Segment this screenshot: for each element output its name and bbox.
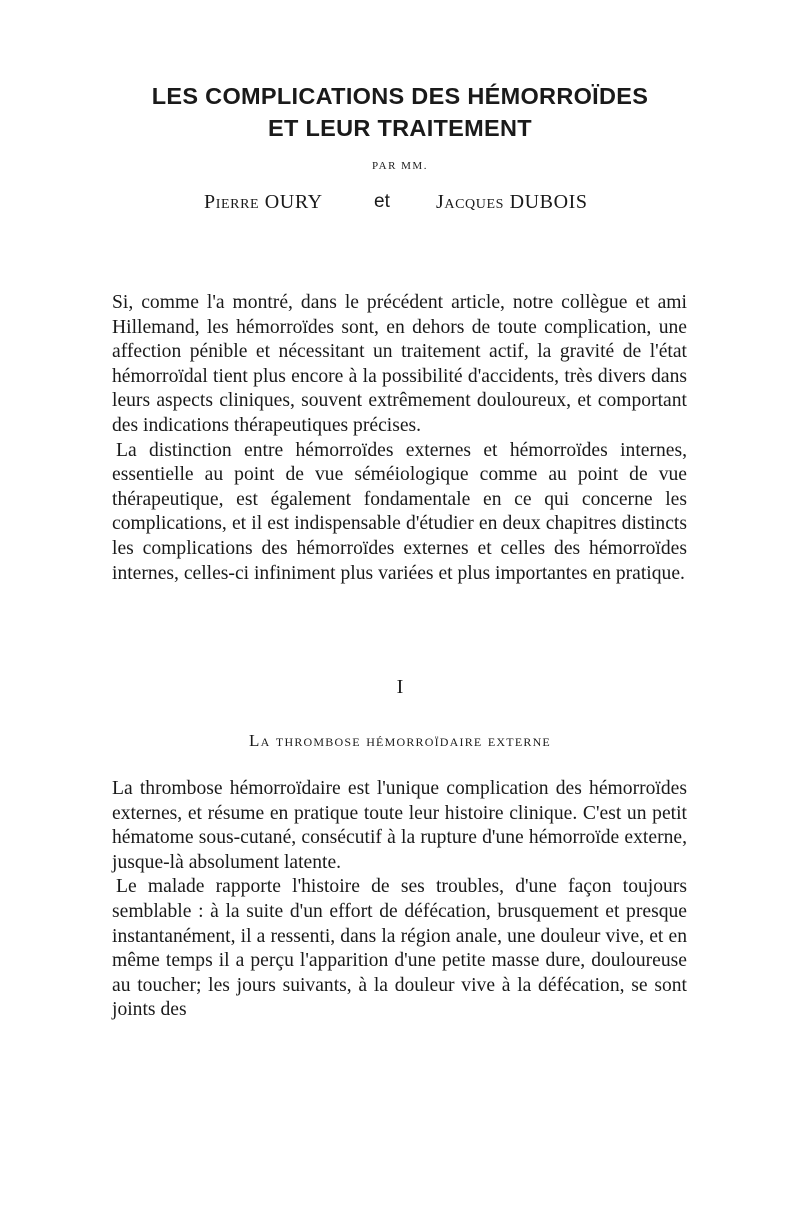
section-1-paragraph-1: La thrombose hémorroïdaire est l'unique complication des hémorroïdes externes, et résume en pratique toute leur histoire clinique. C'est un petit hématome sous-cutané, consécutif à la rupture d'une hémorroïde externe, jusque-là absolument latente.: [112, 778, 687, 873]
author-2-name: Jacques DUBOIS: [436, 191, 588, 213]
introduction-text: [112, 291, 687, 586]
section-number: I: [396, 676, 404, 698]
section-1-text: [112, 777, 687, 1023]
article-title-line-2: ET LEUR TRAITEMENT: [268, 115, 532, 141]
intro-paragraph-2: La distinction entre hémorroïdes externes et hémorroïdes internes, essentielle au point de vue séméiologique comme au point de vue thérapeutique, est également fondamentale en ce qui concerne les complications, et il est indispensable d'étudier en deux chapitres distincts les complications des hémorroïdes externes et celles des hémorroïdes internes, celles-ci infiniment plus variées et plus importantes en pratique.: [112, 439, 687, 584]
author-1: [204, 190, 323, 214]
author-2: [436, 190, 588, 214]
section-title: La thrombose hémorroïdaire externe: [249, 731, 551, 750]
section-1-paragraph-2: Le malade rapporte l'histoire de ses troubles, d'une façon toujours semblable : à la suite d'un effort de défécation, brusquement et presque instantanément, il a ressenti, dans la région anale, une douleur vive, et en même temps il a perçu l'apparition d'une petite masse dure, douloureuse au toucher; les jours suivants, à la douleur vive à la défécation, se sont joints des: [112, 876, 687, 1021]
author-1-name: Pierre OURY: [204, 191, 323, 213]
byline-prefix: PAR MM.: [372, 160, 428, 172]
intro-paragraph-1: Si, comme l'a montré, dans le précédent article, notre collègue et ami Hillemand, les hémorroïdes sont, en dehors de toute complication, une affection pénible et nécessitant un traitement actif, la gravité de l'état hémorroïdal tient plus encore à la possibilité d'accidents, très divers dans leurs aspects cliniques, souvent extrêmement douloureux, et comportant des indications thérapeutiques précises.: [112, 292, 687, 436]
article-title-line-1: LES COMPLICATIONS DES HÉMORROÏDES: [151, 83, 649, 109]
authors-conjunction: et: [374, 191, 390, 212]
